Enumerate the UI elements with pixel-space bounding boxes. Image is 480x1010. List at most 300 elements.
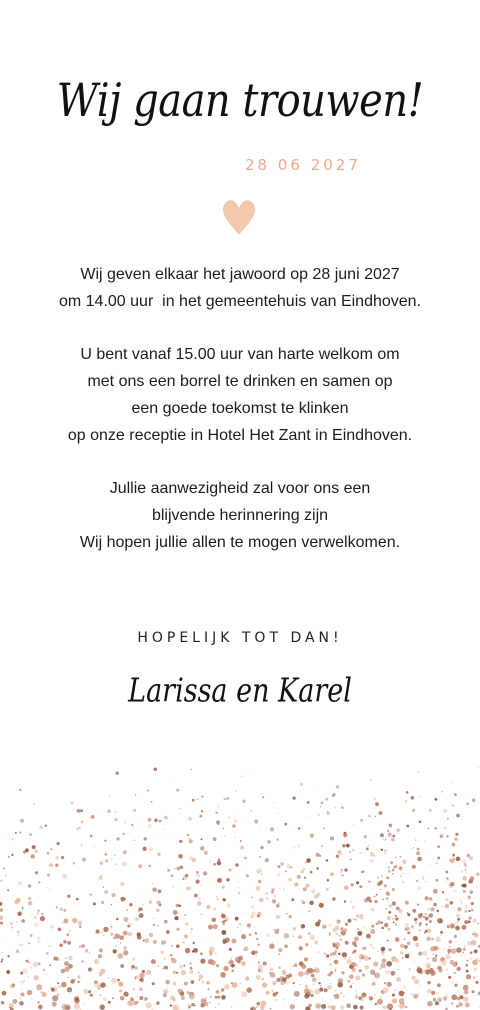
glitter-speck	[222, 930, 227, 935]
glitter-speck	[353, 953, 354, 954]
glitter-speck	[178, 989, 180, 991]
glitter-speck	[58, 928, 62, 932]
glitter-speck	[188, 837, 190, 839]
glitter-speck	[322, 998, 323, 999]
glitter-speck	[90, 894, 92, 896]
glitter-speck	[376, 850, 377, 851]
glitter-speck	[123, 850, 127, 854]
glitter-speck	[156, 901, 161, 906]
glitter-speck	[183, 965, 185, 967]
glitter-speck	[452, 843, 456, 847]
glitter-speck	[369, 859, 373, 863]
glitter-speck	[456, 920, 459, 923]
glitter-speck	[174, 868, 175, 869]
glitter-speck	[82, 858, 86, 862]
glitter-speck	[100, 1005, 105, 1010]
glitter-speck	[275, 999, 277, 1001]
glitter-speck	[75, 997, 79, 1001]
glitter-speck	[382, 838, 383, 839]
glitter-speck	[120, 897, 125, 902]
glitter-speck	[294, 882, 298, 886]
glitter-speck	[33, 804, 34, 805]
glitter-speck	[418, 914, 423, 919]
glitter-speck	[336, 855, 339, 858]
glitter-speck	[2, 991, 7, 996]
glitter-speck	[191, 928, 194, 931]
glitter-speck	[144, 997, 147, 1000]
glitter-speck	[57, 982, 59, 984]
glitter-speck	[201, 810, 203, 812]
glitter-speck	[411, 796, 415, 800]
glitter-speck	[427, 908, 430, 911]
glitter-speck	[261, 874, 262, 875]
glitter-speck	[460, 859, 461, 860]
glitter-speck	[411, 794, 412, 795]
reception-paragraph	[0, 341, 480, 449]
glitter-speck	[440, 833, 443, 836]
glitter-speck	[389, 904, 392, 907]
glitter-speck	[115, 945, 116, 946]
glitter-speck	[309, 856, 310, 857]
glitter-speck	[0, 908, 3, 912]
glitter-speck	[81, 844, 83, 846]
glitter-speck	[197, 901, 202, 906]
glitter-speck	[354, 919, 356, 921]
glitter-speck	[457, 918, 460, 921]
glitter-speck	[397, 1005, 398, 1006]
glitter-speck	[137, 996, 138, 997]
glitter-speck	[288, 878, 292, 882]
glitter-speck	[299, 961, 304, 966]
glitter-speck	[405, 923, 409, 927]
glitter-speck	[388, 833, 392, 837]
glitter-speck	[240, 840, 242, 842]
glitter-speck	[392, 888, 395, 891]
glitter-speck	[446, 820, 447, 821]
glitter-speck	[19, 1001, 24, 1006]
glitter-speck	[189, 994, 195, 1000]
glitter-speck	[113, 949, 117, 953]
glitter-speck	[302, 901, 305, 904]
glitter-speck	[20, 819, 24, 823]
glitter-speck	[435, 862, 438, 865]
glitter-speck	[394, 958, 398, 962]
glitter-speck	[471, 902, 474, 905]
glitter-speck	[148, 818, 152, 822]
glitter-speck	[335, 926, 340, 931]
glitter-speck	[158, 889, 162, 893]
glitter-speck	[414, 918, 417, 921]
glitter-speck	[463, 884, 467, 888]
glitter-speck	[375, 802, 379, 806]
glitter-speck	[222, 886, 225, 889]
text-line: op onze receptie in Hotel Het Zant in Eindhoven.	[67, 427, 413, 444]
glitter-speck	[430, 907, 434, 911]
glitter-speck	[270, 968, 274, 972]
glitter-speck	[372, 982, 376, 986]
glitter-speck	[257, 943, 260, 946]
glitter-speck	[360, 914, 362, 916]
glitter-speck	[451, 994, 457, 1000]
glitter-speck	[277, 929, 279, 931]
glitter-speck	[21, 981, 24, 984]
glitter-speck	[68, 964, 73, 969]
glitter-speck	[0, 902, 2, 906]
glitter-speck	[104, 840, 106, 842]
glitter-speck	[34, 975, 39, 980]
glitter-speck	[229, 948, 232, 951]
glitter-speck	[117, 941, 118, 942]
glitter-speck	[406, 791, 409, 794]
glitter-speck	[276, 978, 280, 982]
glitter-speck	[118, 981, 123, 986]
glitter-speck	[306, 858, 311, 863]
glitter-speck	[468, 916, 471, 919]
glitter-speck	[454, 983, 457, 986]
glitter-speck	[149, 865, 151, 867]
glitter-speck	[331, 1005, 336, 1010]
glitter-decoration	[0, 740, 480, 1010]
glitter-speck	[426, 962, 431, 967]
glitter-speck	[148, 824, 152, 828]
glitter-speck	[221, 914, 226, 919]
glitter-speck	[85, 949, 89, 953]
glitter-speck	[99, 876, 103, 880]
glitter-speck	[378, 920, 382, 924]
glitter-speck	[199, 979, 201, 981]
glitter-speck	[407, 931, 410, 934]
glitter-speck	[218, 1003, 219, 1004]
glitter-speck	[435, 955, 437, 957]
glitter-speck	[78, 981, 80, 983]
glitter-speck	[123, 917, 128, 922]
glitter-speck	[409, 969, 410, 970]
glitter-speck	[308, 910, 310, 912]
glitter-speck	[396, 906, 400, 910]
glitter-speck	[79, 945, 82, 948]
glitter-speck	[435, 1001, 439, 1005]
glitter-speck	[177, 928, 180, 931]
glitter-speck	[288, 973, 292, 977]
glitter-speck	[460, 899, 461, 900]
glitter-speck	[445, 898, 449, 902]
glitter-speck	[165, 980, 170, 985]
glitter-speck	[107, 809, 111, 813]
glitter-speck	[462, 859, 466, 863]
glitter-speck	[263, 961, 267, 965]
glitter-speck	[221, 912, 222, 913]
glitter-speck	[201, 981, 204, 984]
glitter-speck	[206, 905, 210, 909]
glitter-speck	[181, 970, 187, 976]
glitter-speck	[392, 873, 394, 875]
glitter-speck	[311, 889, 315, 893]
glitter-speck	[336, 933, 338, 935]
glitter-speck	[102, 955, 105, 958]
glitter-speck	[321, 803, 323, 805]
glitter-speck	[114, 811, 117, 814]
glitter-speck	[419, 930, 421, 932]
glitter-speck	[239, 881, 240, 882]
glitter-speck	[377, 877, 379, 879]
glitter-speck	[273, 893, 275, 895]
glitter-speck	[224, 835, 226, 837]
glitter-speck	[277, 873, 280, 876]
glitter-speck	[396, 977, 401, 982]
glitter-speck	[62, 1004, 68, 1010]
text-line: om 14.00 uur in het gemeentehuis van Eindhoven.	[58, 293, 422, 310]
glitter-speck	[419, 821, 422, 824]
glitter-speck	[196, 871, 199, 874]
glitter-speck	[28, 901, 32, 905]
glitter-speck	[324, 988, 328, 992]
glitter-speck	[162, 968, 163, 969]
glitter-speck	[42, 992, 47, 997]
glitter-speck	[231, 969, 234, 972]
glitter-speck	[152, 883, 153, 884]
glitter-speck	[178, 1008, 180, 1010]
glitter-speck	[293, 927, 296, 930]
glitter-speck	[276, 915, 280, 919]
glitter-speck	[437, 983, 441, 987]
glitter-speck	[239, 924, 241, 926]
glitter-speck	[455, 833, 458, 836]
glitter-speck	[184, 934, 188, 938]
glitter-speck	[140, 978, 144, 982]
glitter-speck	[305, 985, 308, 988]
glitter-speck	[425, 924, 427, 926]
glitter-speck	[19, 789, 21, 791]
glitter-speck	[242, 913, 243, 914]
glitter-speck	[49, 889, 51, 891]
glitter-speck	[122, 862, 126, 866]
glitter-speck	[362, 985, 363, 986]
glitter-speck	[314, 967, 320, 973]
glitter-speck	[270, 827, 274, 831]
glitter-speck	[348, 980, 351, 983]
glitter-speck	[328, 973, 331, 976]
glitter-speck	[56, 906, 58, 908]
glitter-speck	[133, 988, 135, 990]
glitter-speck	[402, 873, 404, 875]
glitter-speck	[443, 996, 447, 1000]
glitter-speck	[450, 933, 451, 934]
glitter-speck	[249, 933, 252, 936]
glitter-speck	[336, 785, 339, 788]
glitter-speck	[283, 999, 285, 1001]
glitter-speck	[237, 927, 239, 929]
glitter-speck	[304, 957, 308, 961]
glitter-speck	[78, 921, 83, 926]
glitter-speck	[392, 998, 397, 1003]
glitter-speck	[230, 958, 232, 960]
glitter-speck	[400, 876, 401, 877]
glitter-speck	[115, 771, 119, 775]
glitter-speck	[190, 769, 192, 771]
glitter-speck	[188, 817, 192, 821]
glitter-speck	[176, 789, 179, 792]
glitter-speck	[419, 971, 423, 975]
glitter-speck	[285, 870, 287, 872]
glitter-speck	[338, 953, 341, 956]
glitter-speck	[235, 863, 239, 867]
glitter-speck	[200, 885, 202, 887]
glitter-speck	[437, 997, 442, 1002]
glitter-speck	[47, 874, 50, 877]
glitter-speck	[353, 1005, 358, 1010]
glitter-speck	[105, 859, 108, 862]
glitter-speck	[381, 849, 383, 851]
glitter-speck	[212, 918, 216, 922]
glitter-speck	[17, 912, 21, 916]
glitter-speck	[19, 832, 21, 834]
glitter-speck	[28, 884, 32, 888]
glitter-speck	[396, 828, 400, 832]
glitter-speck	[209, 1002, 210, 1003]
glitter-speck	[62, 922, 63, 923]
glitter-speck	[456, 914, 460, 918]
glitter-speck	[461, 902, 462, 903]
glitter-speck	[353, 950, 356, 953]
glitter-speck	[33, 961, 39, 967]
glitter-speck	[287, 864, 291, 868]
glitter-speck	[266, 933, 270, 937]
glitter-speck	[476, 873, 479, 876]
glitter-speck	[215, 952, 217, 954]
glitter-speck	[387, 830, 389, 832]
glitter-speck	[82, 1004, 84, 1006]
glitter-speck	[105, 853, 107, 855]
glitter-speck	[454, 972, 456, 974]
glitter-speck	[342, 844, 345, 847]
glitter-speck	[107, 985, 108, 986]
glitter-speck	[251, 905, 254, 908]
glitter-speck	[438, 948, 440, 950]
glitter-speck	[52, 1002, 57, 1007]
glitter-speck	[447, 923, 452, 928]
glitter-speck	[192, 799, 195, 802]
glitter-speck	[402, 860, 407, 865]
glitter-speck	[186, 886, 191, 891]
glitter-speck	[272, 981, 276, 985]
glitter-speck	[276, 992, 279, 995]
glitter-speck	[240, 845, 244, 849]
glitter-speck	[126, 909, 128, 911]
glitter-speck	[473, 976, 476, 979]
glitter-speck	[364, 956, 365, 957]
glitter-speck	[153, 924, 156, 927]
glitter-speck	[137, 821, 138, 822]
glitter-speck	[174, 916, 178, 920]
glitter-speck	[372, 947, 374, 949]
glitter-speck	[415, 859, 416, 860]
glitter-speck	[251, 897, 252, 898]
glitter-speck	[415, 840, 416, 841]
glitter-speck	[235, 815, 236, 816]
glitter-speck	[123, 931, 128, 936]
glitter-speck	[40, 991, 42, 993]
glitter-speck	[241, 991, 247, 997]
text-line: een goede toekomst te klinken	[131, 400, 349, 417]
glitter-speck	[223, 924, 224, 925]
glitter-speck	[100, 982, 106, 988]
glitter-speck	[227, 903, 232, 908]
wedding-date: 28 06 2027	[245, 156, 361, 174]
glitter-speck	[392, 918, 394, 920]
glitter-speck	[335, 949, 336, 950]
glitter-speck	[190, 931, 192, 933]
glitter-speck	[395, 937, 400, 942]
glitter-speck	[135, 794, 136, 795]
glitter-speck	[90, 994, 93, 997]
glitter-speck	[371, 924, 374, 927]
glitter-speck	[144, 837, 147, 840]
glitter-speck	[334, 970, 336, 972]
glitter-speck	[387, 940, 389, 942]
glitter-speck	[277, 917, 278, 918]
glitter-speck	[256, 938, 259, 941]
glitter-speck	[352, 906, 354, 908]
glitter-speck	[11, 854, 13, 856]
glitter-speck	[447, 949, 451, 953]
glitter-speck	[473, 919, 477, 923]
glitter-speck	[206, 997, 207, 998]
glitter-speck	[374, 900, 377, 903]
glitter-speck	[16, 922, 17, 923]
glitter-speck	[22, 907, 24, 909]
glitter-speck	[356, 881, 359, 884]
glitter-speck	[16, 950, 19, 953]
glitter-speck	[396, 872, 397, 873]
glitter-speck	[464, 945, 466, 947]
glitter-speck	[431, 938, 434, 941]
glitter-speck	[99, 973, 103, 977]
glitter-speck	[447, 818, 449, 820]
glitter-speck	[15, 832, 17, 834]
glitter-speck	[256, 1002, 260, 1006]
glitter-speck	[247, 923, 251, 927]
glitter-speck	[200, 952, 202, 954]
glitter-speck	[472, 798, 476, 802]
glitter-speck	[392, 984, 393, 985]
glitter-speck	[347, 915, 348, 916]
glitter-speck	[325, 798, 328, 801]
glitter-speck	[284, 823, 287, 826]
glitter-speck	[46, 952, 48, 954]
glitter-speck	[345, 941, 349, 945]
glitter-speck	[335, 968, 336, 969]
glitter-speck	[20, 953, 21, 954]
glitter-speck	[425, 930, 428, 933]
glitter-speck	[132, 957, 135, 960]
glitter-speck	[151, 801, 153, 803]
glitter-speck	[234, 836, 236, 838]
glitter-speck	[152, 887, 156, 891]
glitter-speck	[235, 917, 239, 921]
glitter-speck	[163, 993, 167, 997]
glitter-speck	[195, 879, 199, 883]
glitter-speck	[394, 990, 395, 991]
glitter-speck	[66, 933, 69, 936]
glitter-speck	[316, 867, 318, 869]
glitter-speck	[76, 898, 79, 901]
glitter-speck	[98, 954, 102, 958]
glitter-speck	[208, 988, 210, 990]
glitter-speck	[98, 972, 100, 974]
glitter-speck	[461, 925, 466, 930]
glitter-speck	[289, 923, 290, 924]
glitter-speck	[213, 907, 216, 910]
